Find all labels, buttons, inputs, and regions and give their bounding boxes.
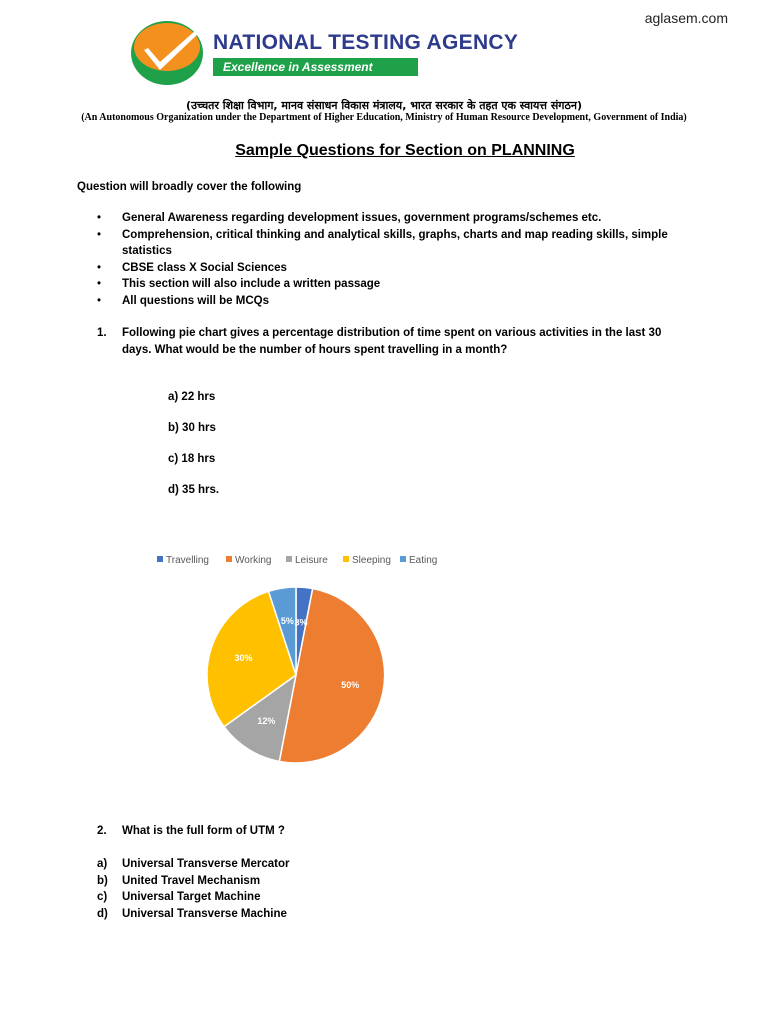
english-subtitle: (An Autonomous Organization under the Department of Higher Education, Ministry of Human Resource Development, Government of India)	[81, 112, 687, 123]
q1-option-d: d) 35 hrs.	[168, 484, 220, 496]
watermark: aglasem.com	[644, 10, 728, 26]
legend-swatch-travelling	[157, 556, 163, 562]
q1-option-a: a) 22 hrs	[168, 391, 216, 403]
pie-label-eating: 5%	[280, 616, 294, 627]
pie-label-sleeping: 30%	[234, 653, 253, 664]
legend-label-working: Working	[235, 555, 272, 566]
pie-label-leisure: 12%	[257, 716, 276, 727]
q1-option-b: b) 30 hrs	[168, 422, 216, 434]
list-item-continuation: statistics	[122, 245, 172, 257]
question-1	[97, 325, 697, 358]
q2-option-d: d) Universal Transverse Machine	[97, 907, 287, 920]
question-number: 2.	[97, 825, 107, 837]
nta-logo	[130, 20, 204, 86]
q2-options	[97, 856, 697, 922]
q2-option-a: a) Universal Transverse Mercator	[97, 858, 290, 870]
question-2	[97, 823, 697, 840]
hindi-subtitle: (उच्चतर शिक्षा विभाग, मानव संसाधन विकास मंत्रालय, भारत सरकार के तहत एक स्वायत्त संगठन)	[186, 99, 582, 112]
org-tagline: Excellence in Assessment	[213, 58, 418, 76]
topics-list	[97, 210, 697, 309]
legend-label-travelling: Travelling	[166, 555, 209, 566]
question-number: 1.	[97, 327, 107, 339]
legend-swatch-eating	[400, 556, 406, 562]
q2-option-b: b) United Travel Mechanism	[97, 874, 261, 887]
q1-option-c: c) 18 hrs	[168, 453, 216, 465]
legend-swatch-leisure	[286, 556, 292, 562]
org-name: NATIONAL TESTING AGENCY	[213, 31, 519, 54]
legend-label-eating: Eating	[409, 555, 438, 566]
legend-swatch-working	[226, 556, 232, 562]
question-text-line-2: days. What would be the number of hours spent travelling in a month?	[122, 343, 508, 356]
legend-swatch-sleeping	[343, 556, 349, 562]
list-item: • This section will also include a written passage	[97, 278, 381, 290]
list-item: • Comprehension, critical thinking and analytical skills, graphs, charts and map reading skills, simple	[97, 228, 668, 241]
pie-slices	[207, 587, 385, 763]
legend-label-leisure: Leisure	[295, 555, 328, 566]
question-text-line-1: Following pie chart gives a percentage distribution of time spent on various activities in the last 30	[122, 327, 662, 339]
q2-option-c: c) Universal Target Machine	[97, 891, 261, 903]
question-text: What is the full form of UTM ?	[122, 825, 285, 837]
pie-chart	[150, 548, 450, 773]
page-title: Sample Questions for Section on PLANNING	[235, 142, 575, 159]
chart-legend	[157, 555, 437, 566]
pie-label-working: 50%	[341, 680, 360, 691]
legend-label-sleeping: Sleeping	[352, 555, 391, 566]
pie-label-travelling: 3%	[294, 617, 308, 628]
list-item: • General Awareness regarding development issues, government programs/schemes etc.	[97, 212, 602, 224]
list-item: • CBSE class X Social Sciences	[97, 261, 287, 274]
list-item: • All questions will be MCQs	[97, 294, 269, 307]
intro-text: Question will broadly cover the following	[77, 181, 302, 193]
